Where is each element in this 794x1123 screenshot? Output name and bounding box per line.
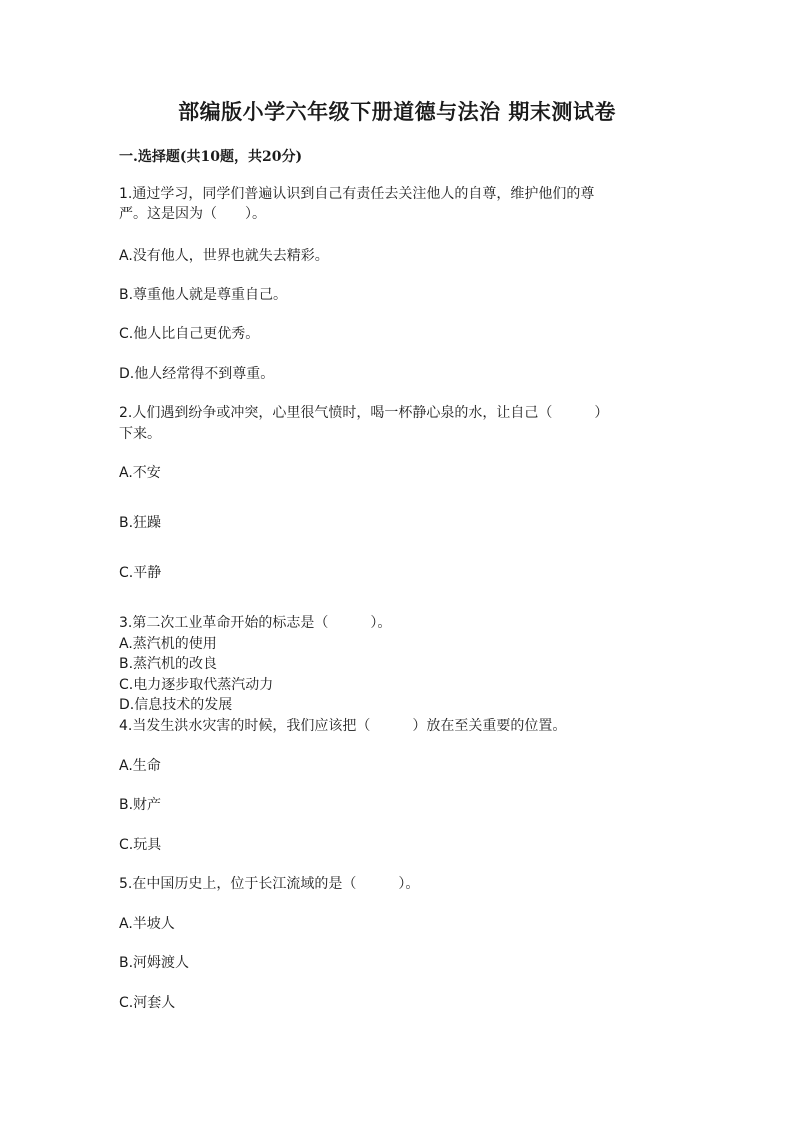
question-2-option-a: A.不安 (119, 465, 161, 481)
question-5-stem: 5.在中国历史上，位于长江流域的是（ ）。 (119, 876, 420, 892)
question-1-option-a: A.没有他人，世界也就失去精彩。 (119, 248, 329, 264)
question-1-stem-line-2: 严。这是因为（ ）。 (119, 206, 266, 222)
question-3-option-b: B.蒸汽机的改良 (119, 656, 218, 672)
question-3-option-d: D.信息技术的发展 (119, 697, 233, 713)
question-1-stem-line-1: 1.通过学习，同学们普遍认识到自己有责任去关注他人的自尊，维护他们的尊 (119, 186, 595, 202)
question-3-stem: 3.第二次工业革命开始的标志是（ ）。 (119, 615, 392, 631)
question-5-option-c: C.河套人 (119, 995, 176, 1011)
question-5-option-b: B.河姆渡人 (119, 955, 190, 971)
question-2-option-b: B.狂躁 (119, 515, 162, 531)
question-5-option-a: A.半坡人 (119, 916, 175, 932)
question-4-option-a: A.生命 (119, 758, 161, 774)
question-1-option-b: B.尊重他人就是尊重自己。 (119, 287, 288, 303)
exam-title: 部编版小学六年级下册道德与法治 期末测试卷 (178, 99, 616, 124)
question-3-option-c: C.电力逐步取代蒸汽动力 (119, 677, 274, 693)
question-1-option-d: D.他人经常得不到尊重。 (119, 366, 275, 382)
question-4-option-b: B.财产 (119, 797, 162, 813)
section-heading: 一.选择题(共10题，共20分) (119, 149, 303, 165)
question-4-stem: 4.当发生洪水灾害的时候，我们应该把（ ）放在至关重要的位置。 (119, 718, 567, 734)
question-2-stem-line-2: 下来。 (119, 426, 161, 442)
question-4-option-c: C.玩具 (119, 837, 162, 853)
question-3-option-a: A.蒸汽机的使用 (119, 636, 217, 652)
question-1-option-c: C.他人比自己更优秀。 (119, 326, 260, 342)
question-2-option-c: C.平静 (119, 565, 162, 581)
question-2-stem-line-1: 2.人们遇到纷争或冲突，心里很气愤时，喝一杯静心泉的水，让自己（ ） (119, 405, 609, 421)
